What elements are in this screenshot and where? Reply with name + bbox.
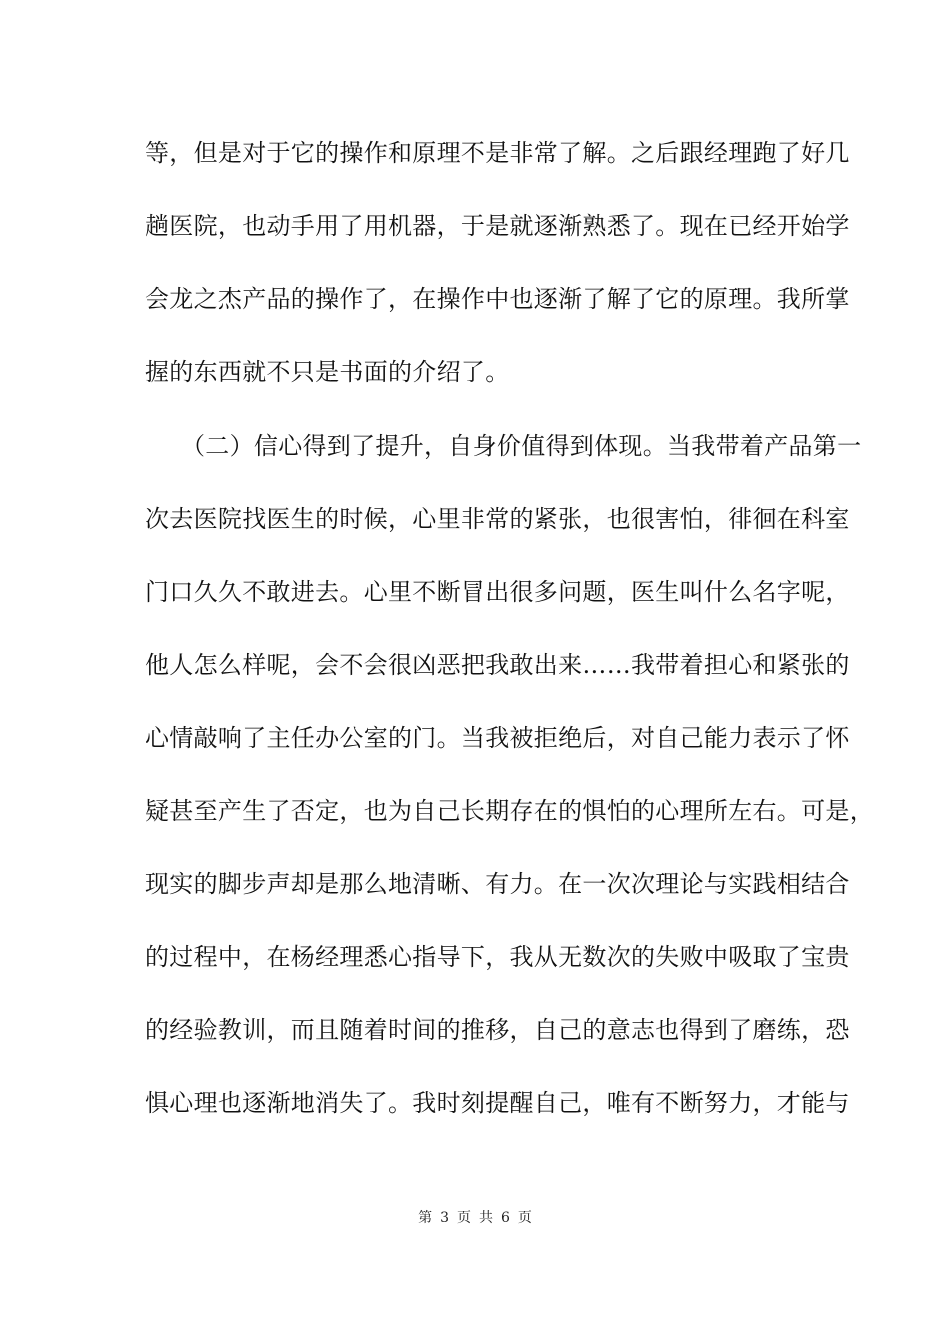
text-line: 门口久久不敢进去。心里不断冒出很多问题，医生叫什么名字呢， <box>145 578 850 606</box>
text-line: 趟医院，也动手用了用机器，于是就逐渐熟悉了。现在已经开始学 <box>145 212 850 240</box>
text-line: 握的东西就不只是书面的介绍了。 <box>145 358 510 386</box>
text-line: 的经验教训，而且随着时间的推移，自己的意志也得到了磨练，恐 <box>145 1016 850 1044</box>
footer-total-pages: 6 <box>501 1210 510 1226</box>
text-line: 现实的脚步声却是那么地清晰、有力。在一次次理论与实践相结合 <box>145 870 850 898</box>
text-line: 惧心理也逐渐地消失了。我时刻提醒自己，唯有不断努力，才能与 <box>145 1089 850 1117</box>
text-line: 疑甚至产生了否定，也为自己长期存在的惧怕的心理所左右。可是， <box>145 797 874 825</box>
footer-total-word: 共 <box>479 1210 493 1226</box>
text-line: 次去医院找医生的时候，心里非常的紧张，也很害怕，徘徊在科室 <box>145 505 850 533</box>
page-footer <box>0 1209 950 1227</box>
text-line: 他人怎么样呢，会不会很凶恶把我敢出来……我带着担心和紧张的 <box>145 651 850 679</box>
footer-suffix: 页 <box>517 1210 532 1226</box>
footer-page-unit: 页 <box>457 1210 471 1226</box>
footer-current-page: 3 <box>440 1210 449 1226</box>
text-line: 等，但是对于它的操作和原理不是非常了解。之后跟经理跑了好几 <box>145 139 850 167</box>
paragraph-start-line: （二）信心得到了提升，自身价值得到体现。当我带着产品第一 <box>181 432 862 460</box>
text-line: 心情敲响了主任办公室的门。当我被拒绝后，对自己能力表示了怀 <box>145 724 850 752</box>
text-line: 的过程中，在杨经理悉心指导下，我从无数次的失败中吸取了宝贵 <box>145 943 850 971</box>
text-line: 会龙之杰产品的操作了，在操作中也逐渐了解了它的原理。我所掌 <box>145 285 850 313</box>
footer-prefix: 第 <box>418 1210 433 1226</box>
